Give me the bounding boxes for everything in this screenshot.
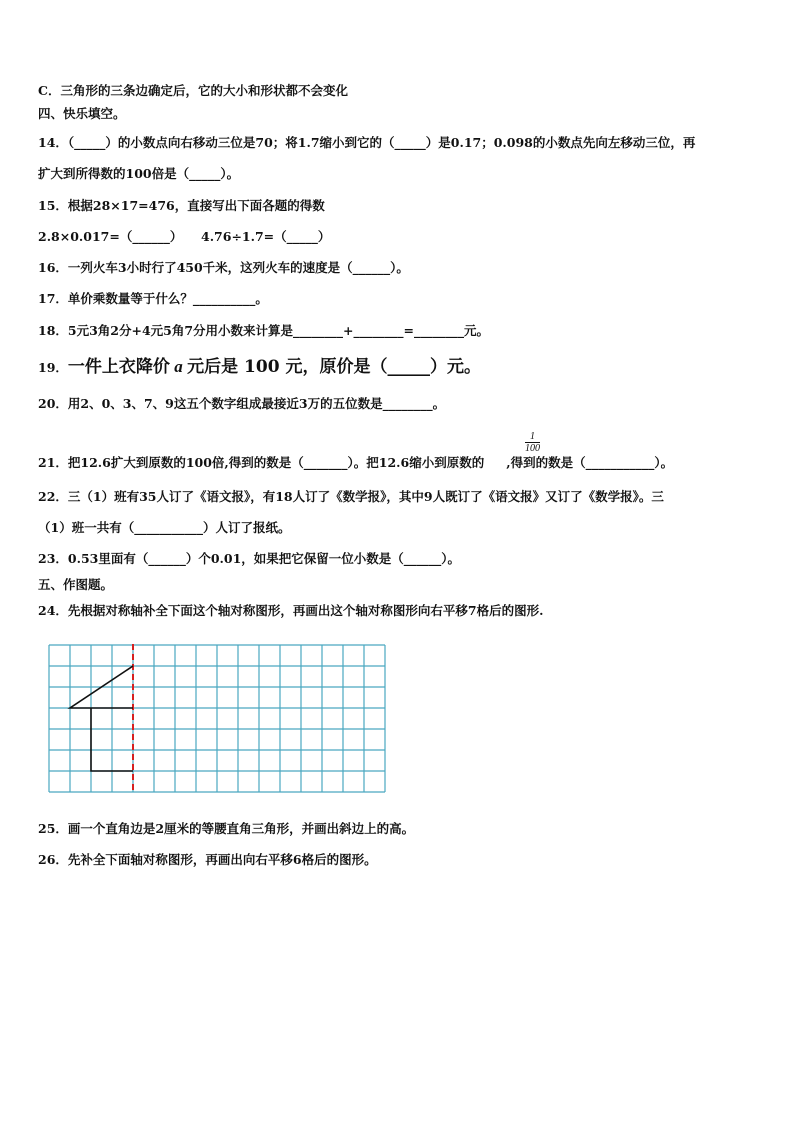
question-21 — [38, 431, 674, 471]
question-20: 20．用2、0、3、7、9这五个数字组成最接近3万的五位数是________。 — [38, 396, 446, 411]
question-15-part-a: 2.8×0.017=（______） — [38, 229, 183, 244]
question-19 — [38, 356, 481, 378]
question-25: 25．画一个直角边是2厘米的等腰直角三角形，并画出斜边上的高。 — [38, 821, 415, 836]
fraction-numerator: 1 — [530, 431, 535, 442]
drawing-grid — [47, 643, 387, 799]
question-18: 18．5元3角2分+4元5角7分用小数来计算是________+________=________元。 — [38, 323, 490, 338]
grid-lines — [49, 645, 385, 792]
question-24: 24．先根据对称轴补全下面这个轴对称图形，再画出这个轴对称图形向右平移7格后的图形. — [38, 603, 544, 618]
question-21-text-b: ,得到的数是（___________）。 — [506, 455, 674, 470]
question-22-line1: 22．三（1）班有35人订了《语文报》，有18人订了《数学报》，其中9人既订了《语文报》又订了《数学报》。三 — [38, 489, 664, 504]
question-19-variable: a — [174, 357, 183, 376]
fraction-denominator: 100 — [525, 443, 540, 454]
question-16: 16．一列火车3小时行了450千米，这列火车的速度是（______）。 — [38, 260, 409, 275]
question-17: 17．单价乘数量等于什么？__________。 — [38, 291, 268, 306]
question-22-line2: （1）班一共有（___________）人订了报纸。 — [38, 520, 291, 535]
question-23: 23．0.53里面有（______）个0.01，如果把它保留一位小数是（______）。 — [38, 551, 461, 566]
question-19-number: 19． — [38, 360, 68, 375]
section-5-title: 五、作图题。 — [38, 577, 114, 592]
question-21-text-a: 21．把12.6扩大到原数的100倍,得到的数是（_______）。把12.6缩小到原数的 — [38, 455, 485, 470]
question-26: 26．先补全下面轴对称图形，再画出向右平移6格后的图形。 — [38, 852, 377, 867]
question-14-line2: 扩大到所得数的100倍是（_____）。 — [38, 166, 240, 181]
section-4-title: 四、快乐填空。 — [38, 106, 126, 121]
option-c: C．三角形的三条边确定后，它的大小和形状都不会变化 — [38, 83, 348, 98]
question-15: 15．根据28×17=476，直接写出下面各题的得数 — [38, 198, 325, 213]
fraction-one-hundredth — [525, 431, 540, 454]
question-14-line1: 14．（_____）的小数点向右移动三位是70；将1.7缩小到它的（_____）是0.17；0.098的小数点先向左移动三位，再 — [38, 135, 696, 150]
question-19-text-a: 一件上衣降价 — [67, 357, 170, 377]
question-19-text-b: 元后是 100 元，原价是（_____）元。 — [187, 357, 481, 377]
question-15-part-b: 4.76÷1.7=（_____） — [201, 229, 331, 244]
